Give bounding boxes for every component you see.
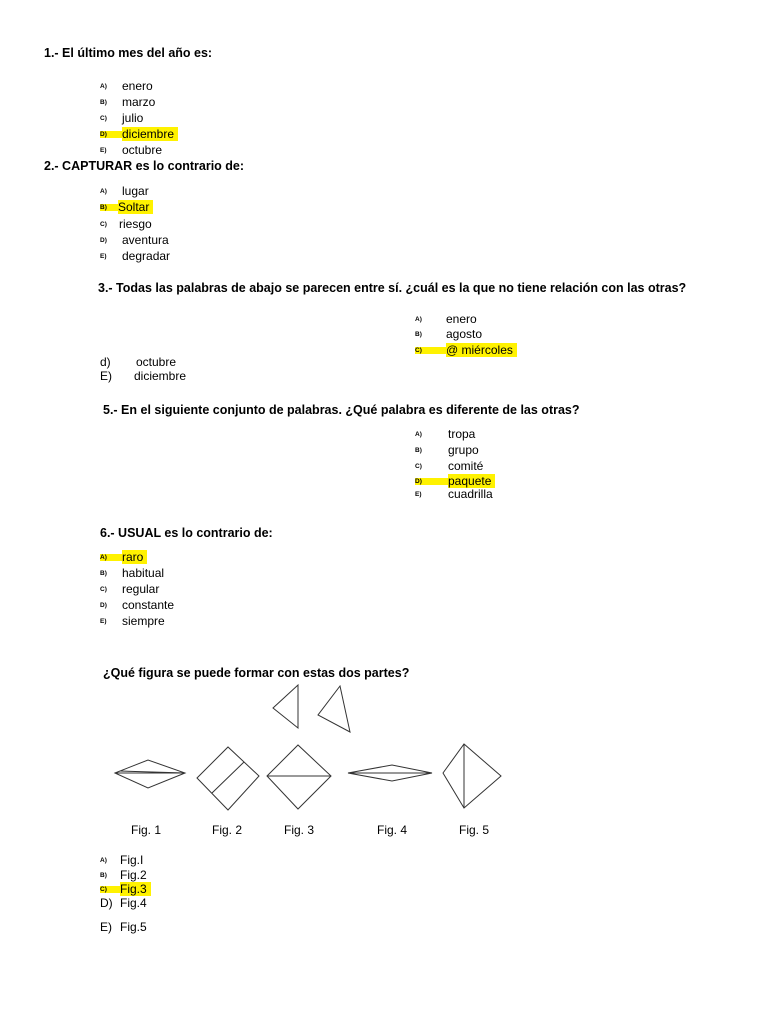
option-text: riesgo: [119, 217, 152, 231]
question-5-title: 5.- En el siguiente conjunto de palabras. ¿Qué palabra es diferente de las otras?: [103, 403, 580, 417]
option-letter: E): [415, 490, 422, 498]
question-7-title: ¿Qué figura se puede formar con estas dos partes?: [103, 666, 410, 680]
option-letter: A): [415, 430, 422, 438]
question-6-title: 6.- USUAL es lo contrario de:: [100, 526, 273, 540]
option-text: diciembre: [122, 127, 178, 141]
option-text: siempre: [122, 614, 165, 628]
fig-1-shape: [115, 760, 185, 788]
part-triangle-right: [318, 686, 350, 732]
option-letter: B): [100, 204, 118, 211]
option-letter: C): [100, 585, 107, 593]
q7-option-c[interactable]: [100, 882, 151, 896]
question-2-title: 2.- CAPTURAR es lo contrario de:: [44, 159, 245, 173]
option-letter: B): [100, 871, 107, 879]
fig-4-label: Fig. 4: [377, 823, 408, 837]
parts-triangles: [273, 685, 350, 732]
option-text: cuadrilla: [448, 487, 493, 501]
option-letter: E): [100, 617, 107, 625]
option-letter: D): [100, 131, 122, 138]
option-letter: A): [415, 315, 422, 323]
option-text: octubre: [122, 143, 163, 157]
option-letter: E): [100, 252, 107, 260]
option-text: Fig.I: [120, 853, 144, 867]
option-letter: E): [100, 146, 107, 154]
option-letter: A): [100, 82, 107, 90]
option-letter: B): [100, 569, 107, 577]
fig-3-label: Fig. 3: [284, 823, 315, 837]
option-letter: A): [100, 554, 122, 561]
option-letter: D): [100, 896, 113, 910]
option-letter: B): [415, 330, 422, 338]
option-text: constante: [122, 598, 175, 612]
q7-option-b[interactable]: [100, 868, 147, 882]
option-text: marzo: [122, 95, 156, 109]
option-letter: E): [100, 920, 112, 934]
option-text: @ miércoles: [446, 343, 517, 357]
option-letter: A): [100, 187, 107, 195]
fig-5-label: Fig. 5: [459, 823, 490, 837]
option-text: Fig.4: [120, 896, 147, 910]
option-letter: C): [100, 114, 107, 122]
option-letter: B): [415, 446, 422, 454]
fig-2-label: Fig. 2: [212, 823, 243, 837]
option-letter: C): [415, 462, 422, 470]
option-letter: C): [100, 220, 107, 228]
option-text: grupo: [448, 443, 479, 457]
option-letter: A): [100, 856, 107, 864]
option-text: tropa: [448, 427, 476, 441]
q7-option-a[interactable]: [100, 853, 143, 867]
q7-option-e[interactable]: [100, 920, 147, 934]
fig-2-shape: [197, 747, 259, 810]
option-text: Fig.5: [120, 920, 147, 934]
option-text: degradar: [122, 249, 171, 263]
option-letter: D): [100, 601, 107, 609]
option-text: enero: [446, 312, 477, 326]
option-text: agosto: [446, 327, 483, 341]
fig-4-shape: [348, 765, 432, 781]
part-triangle-left: [273, 685, 298, 728]
fig-1-label: Fig. 1: [131, 823, 162, 837]
option-text: octubre: [136, 355, 177, 369]
option-text: diciembre: [134, 369, 187, 383]
option-text: regular: [122, 582, 160, 596]
fig-5-shape: [443, 744, 501, 808]
option-letter: C): [100, 886, 120, 893]
option-text: aventura: [122, 233, 169, 247]
option-text: lugar: [122, 184, 149, 198]
q7-option-d[interactable]: [100, 896, 147, 910]
option-letter: C): [415, 347, 446, 354]
option-text: paquete: [448, 474, 495, 488]
question-1-title: 1.- El último mes del año es:: [44, 46, 213, 60]
option-letter: B): [100, 98, 107, 106]
option-letter: d): [100, 355, 111, 369]
question-3-title: 3.- Todas las palabras de abajo se parecen entre sí. ¿cuál es la que no tiene relación con las otras?: [98, 281, 687, 295]
option-text: raro: [122, 550, 147, 564]
option-letter: D): [100, 236, 107, 244]
option-letter: E): [100, 369, 112, 383]
option-text: julio: [122, 111, 144, 125]
option-text: Fig.2: [120, 868, 147, 882]
option-text: habitual: [122, 566, 165, 580]
option-text: Soltar: [118, 200, 153, 214]
option-letter: D): [415, 478, 448, 485]
option-text: enero: [122, 79, 153, 93]
option-text: comité: [448, 459, 484, 473]
fig-3-shape: [267, 745, 331, 809]
option-text: Fig.3: [120, 882, 151, 896]
